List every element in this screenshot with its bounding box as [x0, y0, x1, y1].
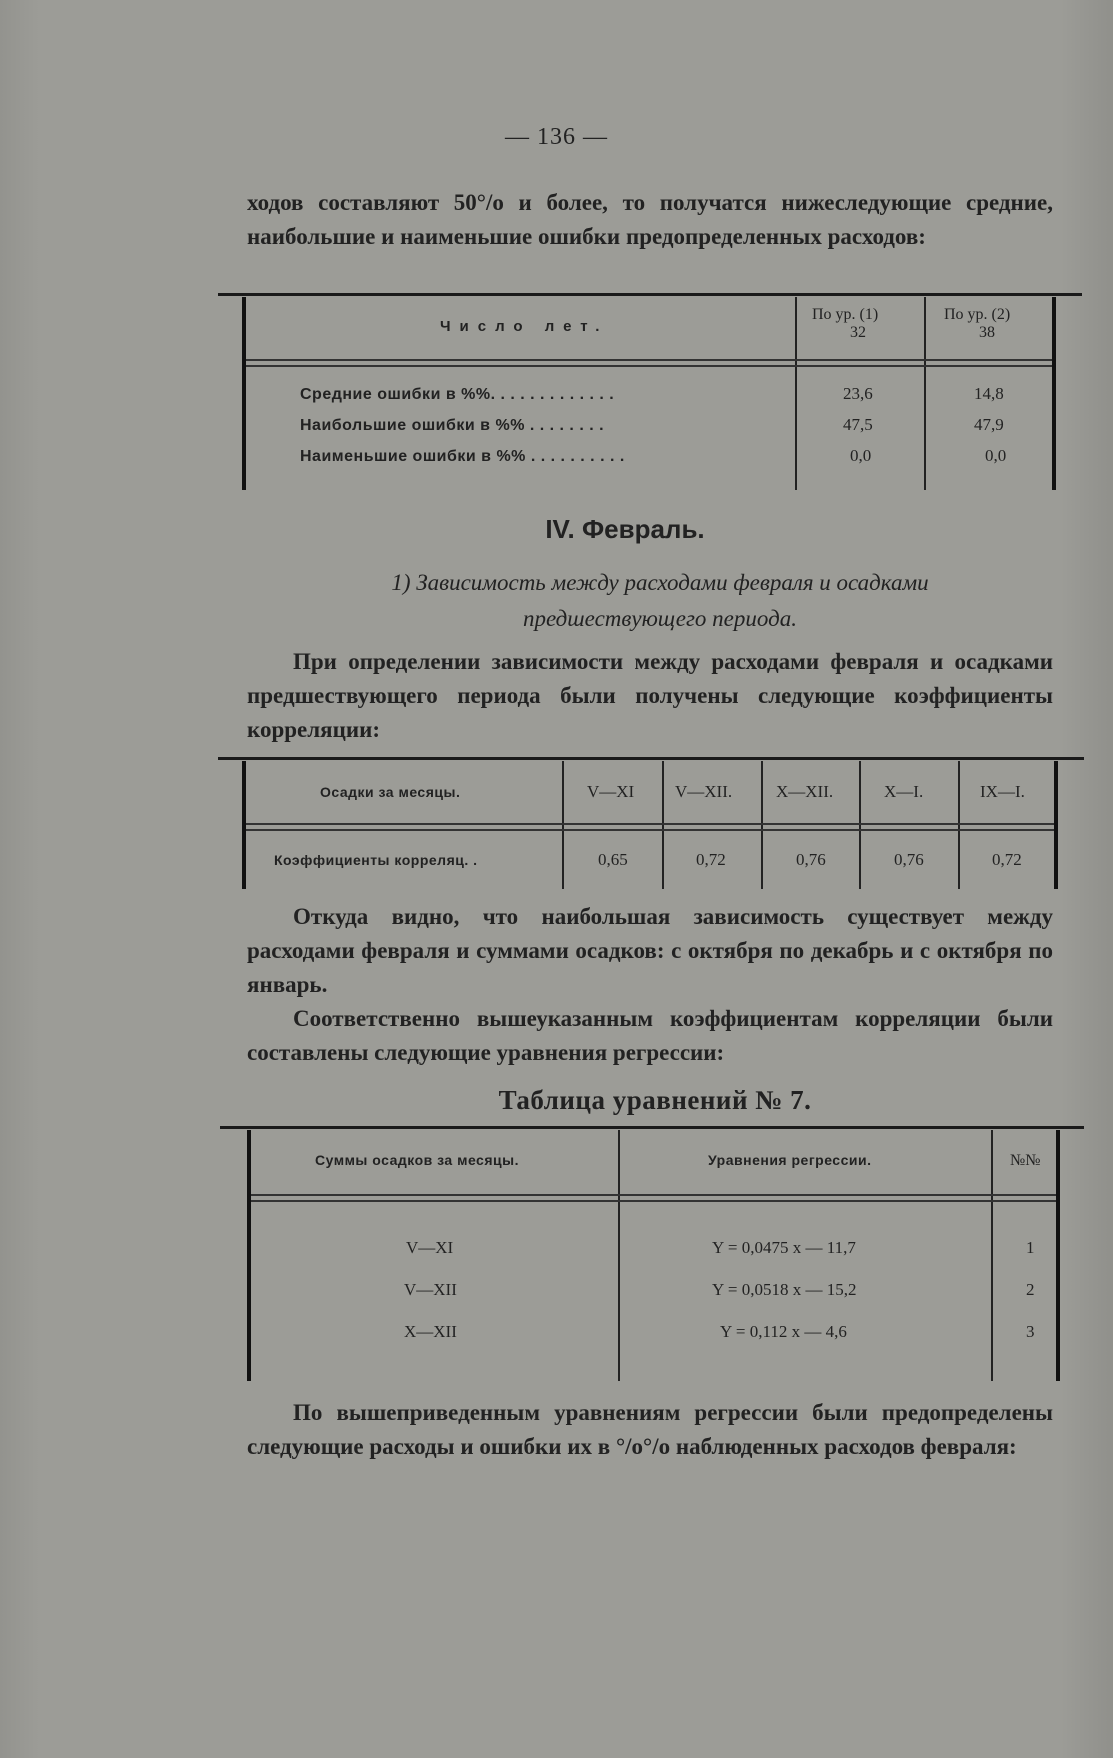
equation-number: 3 [1026, 1322, 1035, 1341]
paragraph: При определении зависимости между расходами февраля и осадками предшествующего периода были получены следующие коэффициенты корреляции: [247, 649, 1053, 742]
table-top-rule [218, 757, 1084, 760]
column-divider [924, 297, 926, 490]
row-value: 47,5 [843, 415, 873, 434]
header-double-rule [251, 1194, 1056, 1202]
correlation-value: 0,72 [696, 850, 726, 869]
row-value: 0,0 [850, 446, 872, 465]
equation-value: Y = 0,0518 x — 15,2 [712, 1280, 857, 1299]
row-value: 14,8 [974, 384, 1004, 403]
equation-number: 2 [1026, 1280, 1035, 1299]
table-right-border [1052, 297, 1056, 490]
column-header-number: №№ [1010, 1152, 1041, 1169]
row-label: Средние ошибки в %%. . . . . . . . . . . . . [300, 386, 615, 403]
row-value: 23,6 [843, 384, 873, 403]
equation-value: Y = 0,0475 x — 11,7 [712, 1238, 856, 1257]
equation-number: 1 [1026, 1238, 1035, 1257]
months-value: V—XI [406, 1238, 454, 1257]
table-top-rule [220, 1126, 1084, 1129]
section-title: IV. Февраль. [545, 514, 705, 544]
table-title: Таблица уравнений № 7. [498, 1085, 812, 1115]
correlation-value: 0,76 [796, 850, 826, 869]
column-header: IX—I. [980, 782, 1025, 801]
page-number: — 136 — [505, 124, 608, 150]
equation-value: Y = 0,112 x — 4,6 [720, 1322, 847, 1341]
table-left-border [242, 297, 246, 490]
table-left-border [247, 1130, 251, 1381]
paragraph: Откуда видно, что наибольшая зависимость существует между расходами февраля и суммами осадков: с октября по декабрь и с октября по январь. [247, 904, 1053, 997]
header-years-label: Число лет. [440, 318, 609, 335]
row-label: Наибольшие ошибки в %% . . . . . . . . [300, 417, 605, 434]
column-divider [991, 1130, 993, 1381]
column-header-sums: Суммы осадков за месяцы. [315, 1152, 519, 1168]
col2-header: По ур. (2) [944, 306, 1011, 323]
column-header-equation: Уравнения регрессии. [708, 1152, 872, 1168]
col2-years: 38 [979, 324, 995, 341]
column-header: X—XII. [776, 782, 834, 801]
row-label: Наименьшие ошибки в %% . . . . . . . . . . [300, 448, 625, 465]
col1-header: По ур. (1) [812, 306, 879, 323]
months-value: V—XII [404, 1280, 457, 1299]
column-header: X—I. [884, 782, 924, 801]
paragraph: Соответственно вышеуказанным коэффициентам корреляции были составлены следующие уравнения регрессии: [247, 1006, 1053, 1065]
column-divider [795, 297, 797, 490]
row-value: 47,9 [974, 415, 1004, 434]
col1-years: 32 [850, 324, 866, 341]
table-top-rule [218, 293, 1082, 296]
correlation-value: 0,72 [992, 850, 1022, 869]
column-divider [618, 1130, 620, 1381]
intro-paragraph: ходов составляют 50°/о и более, то получатся нижеследующие средние, наибольшие и наименьшие ошибки предопределенных расходов: [247, 190, 1053, 249]
row-header-label: Осадки за месяцы. [320, 784, 461, 800]
header-double-rule [246, 359, 1052, 367]
months-value: X—XII [404, 1322, 457, 1341]
row-value: 0,0 [985, 446, 1007, 465]
subsection-title: 1) Зависимость между расходами февраля и осадками предшествующего периода. [391, 570, 929, 631]
header-double-rule [246, 823, 1054, 831]
table-right-border [1054, 761, 1058, 889]
column-header: V—XI [587, 782, 635, 801]
table-right-border [1056, 1130, 1060, 1381]
correlation-value: 0,76 [894, 850, 924, 869]
row-label: Коэффициенты корреляц. . [274, 852, 478, 868]
column-header: V—XII. [675, 782, 733, 801]
paragraph: По вышеприведенным уравнениям регрессии были предопределены следующие расходы и ошибки их в °/о°/о наблюденных расходов февраля: [247, 1400, 1053, 1459]
correlation-value: 0,65 [598, 850, 628, 869]
